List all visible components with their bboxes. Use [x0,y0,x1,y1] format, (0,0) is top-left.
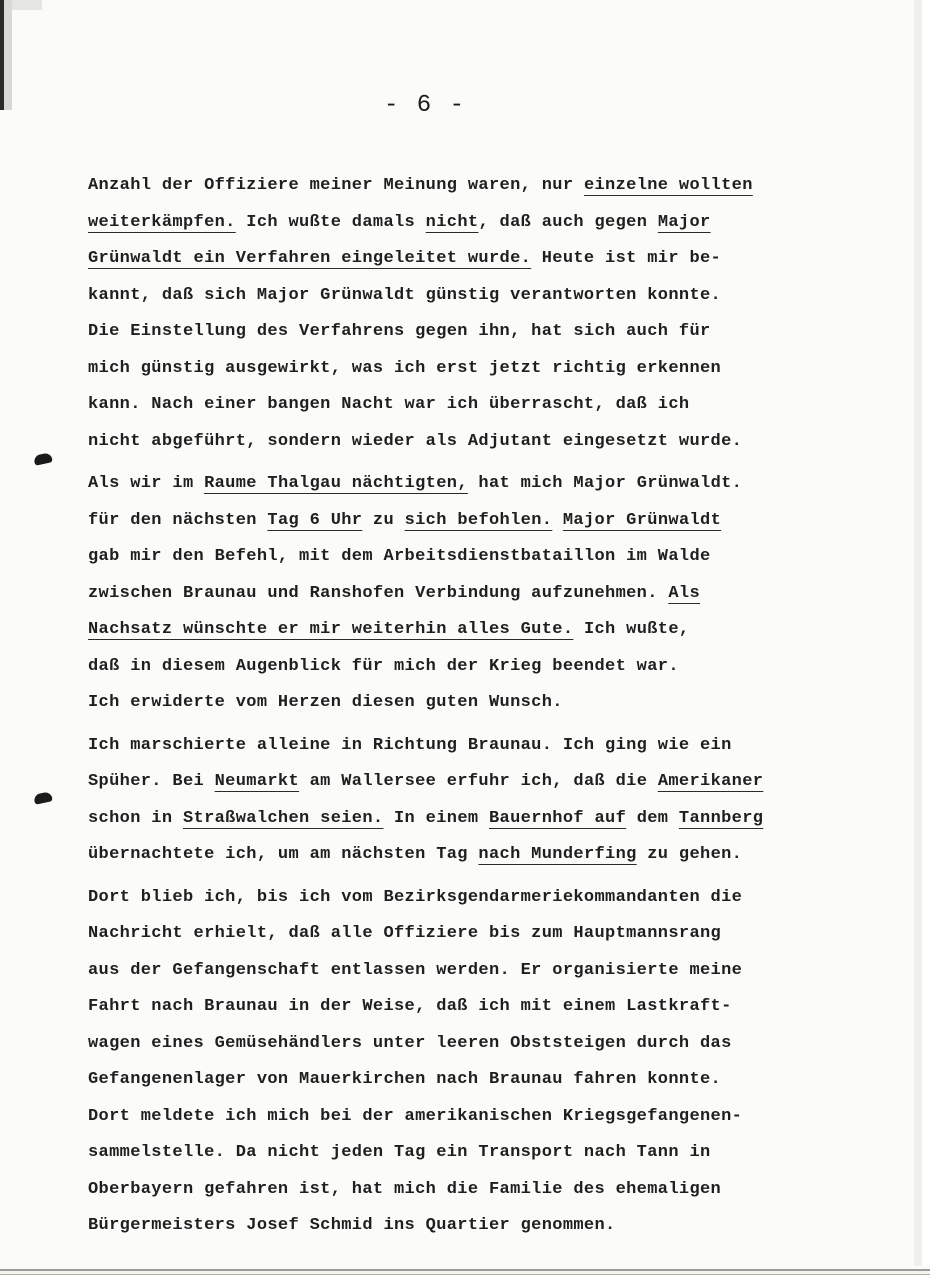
text-segment: zu gehen. [636,845,743,864]
underlined-text: Major [657,212,711,232]
text-line [88,241,828,278]
text-segment: , daß auch gegen [478,212,658,232]
text-segment: am Wallersee erfuhr ich, daß die [299,772,658,791]
text-segment: Als wir im [88,474,205,493]
text-segment: zu [362,510,405,530]
text-segment: Dort meldete ich mich bei der amerikanischen Kriegsgefangenen- [88,1106,743,1126]
text-line [88,916,828,953]
text-segment: nicht abgeführt, sondern wieder als Adjutant eingesetzt wurde. [88,431,743,451]
text-segment: aus der Gefangenschaft entlassen werden. Er organisierte meine [88,960,743,980]
paragraph [88,728,828,874]
text-segment: Ich wußte damals [235,212,426,232]
text-line [88,576,828,613]
text-line [88,1135,828,1172]
text-line [88,801,828,838]
text-segment: Bürgermeisters Josef Schmid ins Quartier genommen. [88,1216,616,1235]
text-segment: Dort blieb ich, bis ich vom Bezirksgendarmeriekommandanten die [88,887,743,907]
underlined-text: Als [668,583,700,603]
text-line [88,837,828,874]
text-line [88,168,828,205]
underlined-text: Major Grünwaldt [562,510,722,530]
text-line [88,989,828,1026]
text-segment: schon in [88,808,183,828]
text-line [88,1172,828,1209]
text-line [88,466,828,503]
text-line [88,764,828,801]
underlined-text: weiterkämpfen. [88,212,236,232]
text-line [88,539,828,576]
text-segment: kann. Nach einer bangen Nacht war ich überrascht, daß ich [88,395,690,414]
text-segment: übernachtete ich, um am nächsten Tag [88,845,479,864]
underlined-text: Neumarkt [214,772,300,791]
text-line [88,314,828,351]
underlined-text: Grünwaldt ein Verfahren eingeleitet wurde. [88,249,532,268]
text-line [88,953,828,990]
underlined-text: Raume Thalgau nächtigten, [204,474,468,493]
text-segment: sammelstelle. Da nicht jeden Tag ein Transport nach Tann in [88,1143,711,1162]
text-line [88,728,828,765]
text-segment: gab mir den Befehl, mit dem Arbeitsdienstbataillon im Walde [88,547,711,566]
underlined-text: Tannberg [678,808,764,828]
underlined-text: sich befohlen. [404,510,553,530]
text-segment: wagen eines Gemüsehändlers unter leeren Obststeigen durch das [88,1033,732,1053]
text-segment: daß in diesem Augenblick für mich der Krieg beendet war. [88,656,679,676]
paragraph [88,466,828,722]
text-segment: In einem [383,808,489,828]
text-line [88,205,828,242]
text-segment: Gefangenenlager von Mauerkirchen nach Braunau fahren konnte. [88,1070,722,1089]
text-line [88,351,828,388]
underlined-text: einzelne wollten [583,176,753,195]
underlined-text: Amerikaner [657,772,764,791]
text-segment: Spüher. Bei [88,772,215,791]
text-segment: mich günstig ausgewirkt, was ich erst jetzt richtig erkennen [88,358,722,378]
text-line [88,649,828,686]
punch-hole-mark [33,452,53,466]
text-line [88,1062,828,1099]
text-line [88,424,828,461]
text-segment: hat mich Major Grünwaldt. [467,474,743,493]
text-line [88,503,828,540]
punch-hole-mark [33,791,53,805]
text-line [88,1208,828,1245]
underlined-text: Straßwalchen seien. [182,808,384,828]
text-segment: kannt, daß sich Major Grünwaldt günstig verantworten konnte. [88,285,722,305]
text-segment: für den nächsten [88,510,268,530]
text-segment: Ich wußte, [573,620,690,639]
underlined-text: Tag 6 Uhr [267,510,363,530]
text-segment: Anzahl der Offiziere meiner Meinung waren, nur [88,176,584,195]
underlined-text: nicht [425,212,479,232]
text-segment: Heute ist mir be- [531,249,722,268]
text-line [88,880,828,917]
text-segment: Nachricht erhielt, daß alle Offiziere bis zum Hauptmannsrang [88,924,722,943]
text-segment: Die Einstellung des Verfahrens gegen ihn, hat sich auch für [88,322,711,341]
underlined-text: Bauernhof auf [488,808,627,828]
text-line [88,1026,828,1063]
paragraph [88,880,828,1245]
text-segment [552,511,563,530]
scan-edge-bottom [0,1266,930,1280]
text-segment: dem [626,808,679,828]
text-segment: zwischen Braunau und Ranshofen Verbindung aufzunehmen. [88,583,669,603]
scan-edge-top [12,0,42,10]
text-segment: Fahrt nach Braunau in der Weise, daß ich mit einem Lastkraft- [88,997,732,1016]
text-segment: Ich marschierte alleine in Richtung Braunau. Ich ging wie ein [88,735,732,755]
underlined-text: Nachsatz wünschte er mir weiterhin alles Gute. [88,620,574,639]
underlined-text: nach Munderfing [478,845,637,864]
text-line [88,278,828,315]
page-number: - 6 - [383,92,466,119]
scan-edge-right [908,0,930,1280]
text-line [88,387,828,424]
text-segment: Ich erwiderte vom Herzen diesen guten Wunsch. [88,693,563,712]
typed-text-body [88,168,828,1245]
paragraph [88,168,828,460]
text-line [88,685,828,722]
text-line [88,1099,828,1136]
text-line [88,612,828,649]
text-segment: Oberbayern gefahren ist, hat mich die Familie des ehemaligen [88,1179,722,1199]
